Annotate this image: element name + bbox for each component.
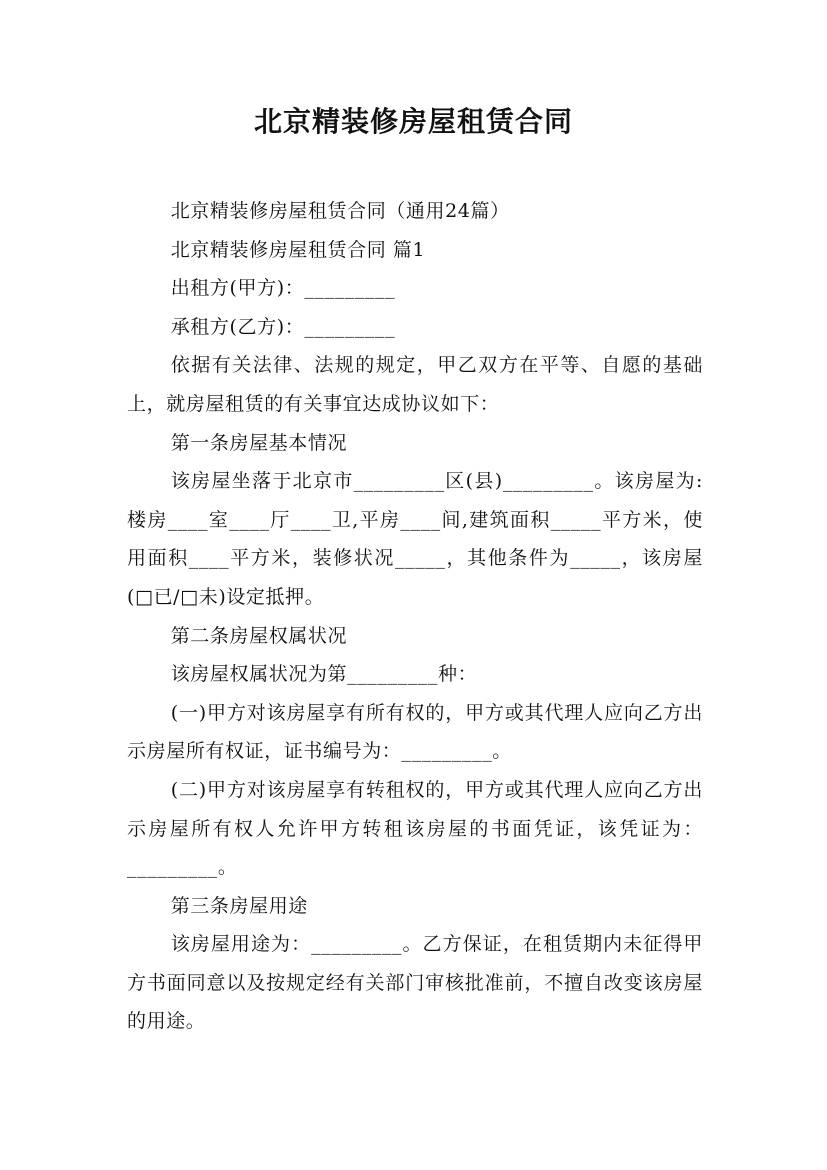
article-2-heading: 第二条房屋权属状况 [170, 624, 348, 647]
document-subtitle: 北京精装修房屋租赁合同（通用24篇） [170, 200, 510, 222]
document-title: 北京精装修房屋租赁合同 [253, 105, 573, 138]
lessee-field: 承租方(乙方)：_________ [170, 315, 396, 338]
article-3-body: 该房屋用途为：_________。乙方保证，在租赁期内未征得甲方书面同意以及按规定经有关部门审核批准前，不擅自改变该房屋的用途。 [127, 933, 703, 1033]
article-2-clause-1: (一)甲方对该房屋享有所有权的，甲方或其代理人应向乙方出示房屋所有权证，证书编号为：_________。 [127, 701, 703, 763]
article-3-heading: 第三条房屋用途 [170, 894, 308, 917]
section-heading: 北京精装修房屋租赁合同 篇1 [170, 238, 426, 261]
article-2-clause-2: (二)甲方对该房屋享有转租权的，甲方或其代理人应向乙方出示房屋所有权人允许甲方转租该房屋的书面凭证，该凭证为：_________。 [127, 778, 703, 879]
document-body [127, 192, 703, 1041]
article-2-body: 该房屋权属状况为第_________种： [170, 663, 478, 686]
lessor-field: 出租方(甲方)：_________ [170, 277, 396, 300]
preamble-paragraph: 依据有关法律、法规的规定，甲乙双方在平等、自愿的基础上，就房屋租赁的有关事宜达成协议如下： [127, 354, 703, 415]
article-1-body: 该房屋坐落于北京市_________区(县)_________。该房屋为:楼房____室____厅____卫,平房____间,建筑面积_____平方米，使用面积____平方米，装修状况_____，其他条件为_____，该房屋(□已/□未)设定抵押。 [127, 470, 703, 608]
article-1-heading: 第一条房屋基本情况 [170, 431, 348, 454]
